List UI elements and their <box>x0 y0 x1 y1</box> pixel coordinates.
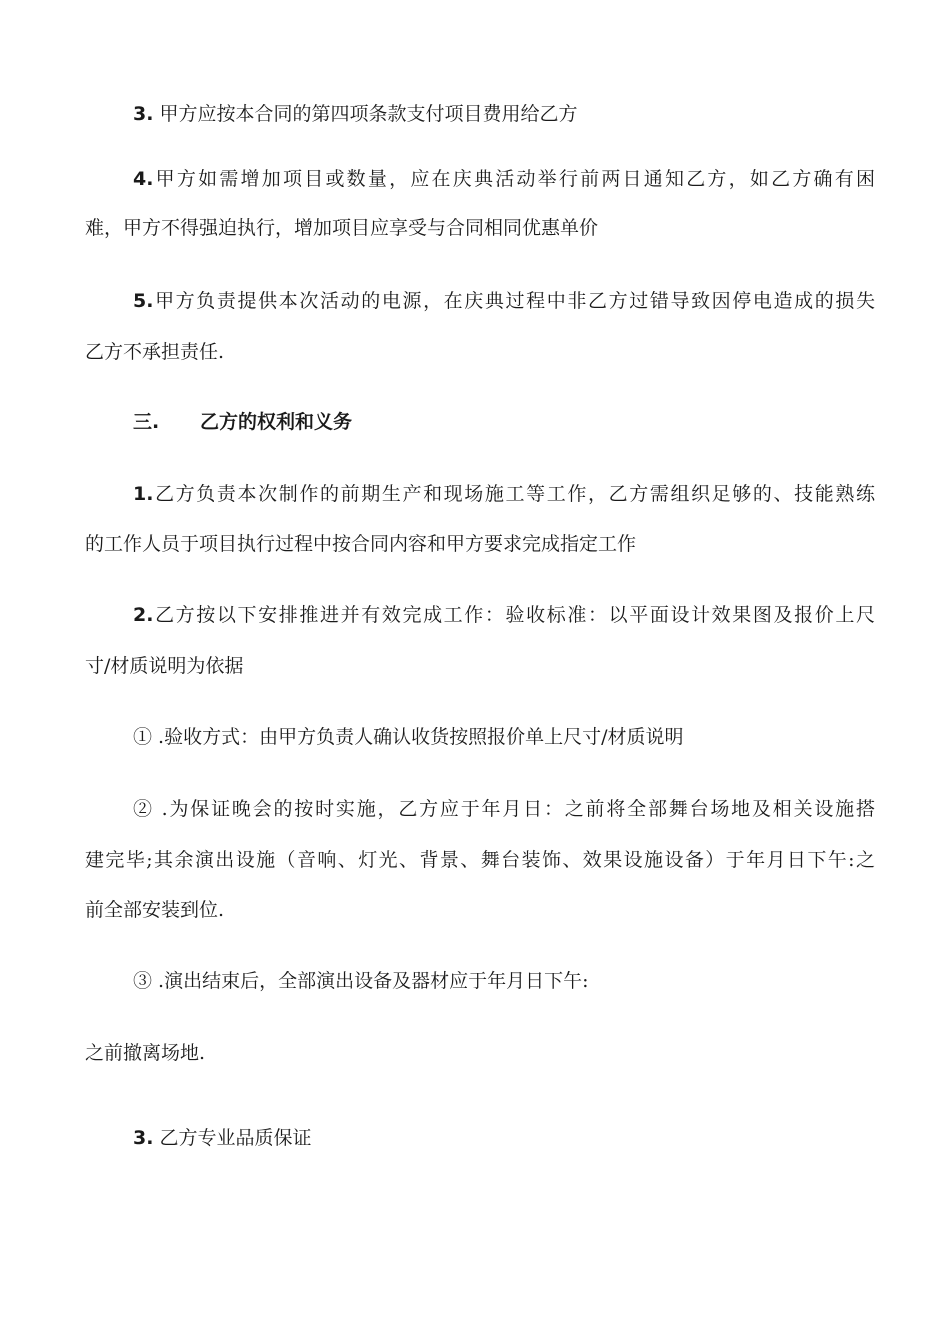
clause-b1-line2: 的工作人员于项目执行过程中按合同内容和甲方要求完成指定工作 <box>85 533 637 555</box>
clause-number: 5. <box>133 290 154 312</box>
clause-a4-line1 <box>133 167 875 191</box>
clause-b3 <box>133 1126 875 1150</box>
item-2-line3: 前全部安装到位. <box>85 899 225 921</box>
clause-a4-line2: 难，甲方不得强迫执行，增加项目应享受与合同相同优惠单价 <box>85 217 599 239</box>
item-3-line1: ③ .演出结束后，全部演出设备及器材应于年月日下午: <box>133 970 589 992</box>
clause-text: 乙方负责本次制作的前期生产和现场施工等工作，乙方需组织足够的、技能熟练 <box>153 483 875 505</box>
clause-a5-line2: 乙方不承担责任. <box>85 341 225 363</box>
item-3-line2: 之前撤离场地. <box>85 1042 206 1064</box>
clause-a3 <box>133 102 875 126</box>
clause-number: 3. <box>133 103 154 125</box>
clause-number: 3. <box>133 1127 154 1149</box>
item-2-line2: 建完毕;其余演出设施（音响、灯光、背景、舞台装饰、效果设施设备）于年月日下午:之 <box>85 849 875 871</box>
clause-text: 乙方按以下安排推进并有效完成工作：验收标准：以平面设计效果图及报价上尺 <box>153 604 875 626</box>
item-2-line1: ② .为保证晚会的按时实施，乙方应于年月日：之前将全部舞台场地及相关设施搭 <box>133 798 875 820</box>
clause-text: 甲方负责提供本次活动的电源，在庆典过程中非乙方过错导致因停电造成的损失 <box>153 290 875 312</box>
section-number: 三. <box>133 411 160 433</box>
section-heading <box>133 410 353 434</box>
clause-text: 甲方如需增加项目或数量，应在庆典活动举行前两日通知乙方，如乙方确有困 <box>153 168 875 190</box>
clause-number: 2. <box>133 604 154 626</box>
clause-text: 乙方专业品质保证 <box>153 1127 312 1149</box>
clause-b2-line2: 寸/材质说明为依据 <box>85 655 244 677</box>
clause-number: 1. <box>133 483 154 505</box>
section-title: 乙方的权利和义务 <box>200 411 353 433</box>
clause-b1-line1 <box>133 482 875 506</box>
clause-number: 4. <box>133 168 154 190</box>
clause-b2-line1 <box>133 603 875 627</box>
clause-a5-line1 <box>133 289 875 313</box>
clause-text: 甲方应按本合同的第四项条款支付项目费用给乙方 <box>153 103 578 125</box>
item-1: ① .验收方式：由甲方负责人确认收货按照报价单上尺寸/材质说明 <box>133 726 684 748</box>
